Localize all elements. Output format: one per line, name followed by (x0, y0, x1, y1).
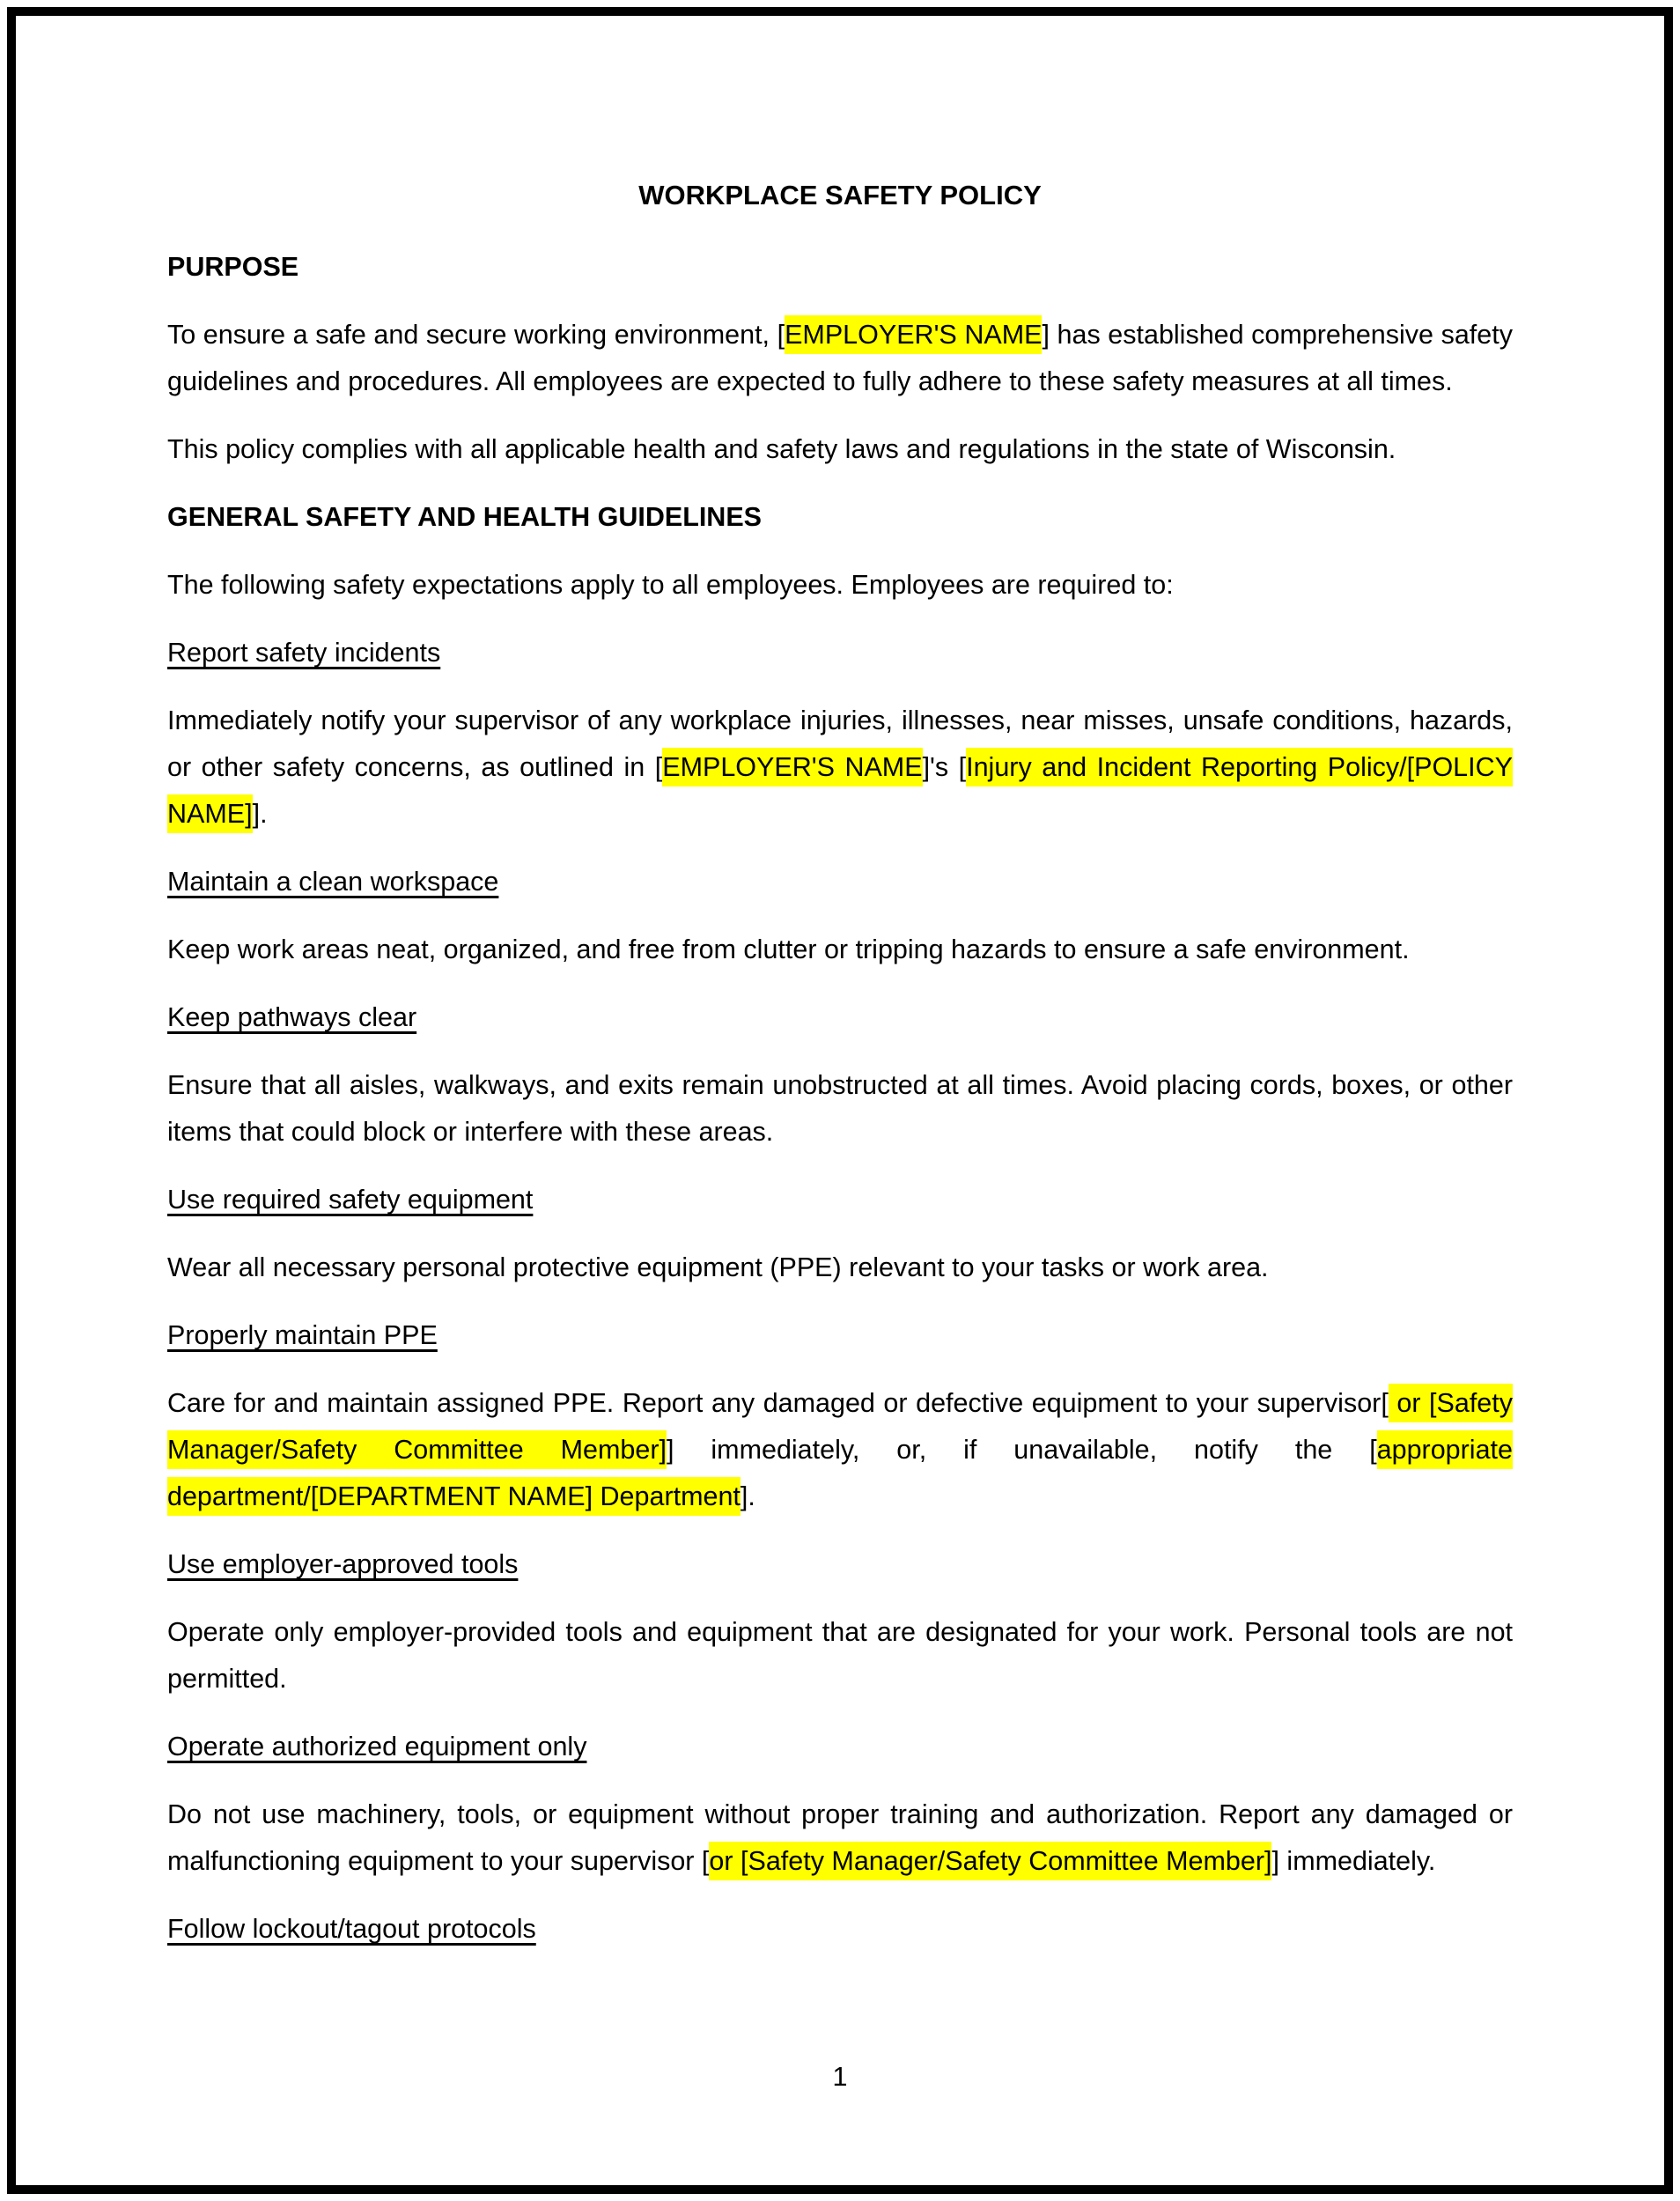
text-run: ]'s [ (922, 752, 967, 782)
text-run: This policy complies with all applicable health and safety laws and regulations in the state of Wisconsin. (167, 434, 1396, 464)
text-run: ]. (740, 1481, 755, 1511)
document-blocks (167, 244, 1513, 1953)
paragraph (167, 1791, 1513, 1885)
paragraph (167, 1062, 1513, 1156)
text-run: The following safety expectations apply to all employees. Employees are required to: (167, 570, 1174, 600)
highlighted-placeholder: or [Safety Manager/Safety Committee Member] (167, 1384, 1513, 1469)
section-heading: PURPOSE (167, 252, 299, 282)
page-number: 1 (832, 2062, 848, 2092)
text-run: Immediately notify your supervisor of any workplace injuries, illnesses, near misses, unsafe conditions, hazards, or other safety concerns, as outlined in [ (167, 705, 1513, 782)
highlighted-placeholder: or [Safety Manager/Safety Committee Member] (709, 1842, 1271, 1880)
subsection-heading: Operate authorized equipment only (167, 1732, 587, 1762)
paragraph (167, 312, 1513, 405)
paragraph (167, 1609, 1513, 1702)
text-run: Wear all necessary personal protective equipment (PPE) relevant to your tasks or work area. (167, 1252, 1269, 1282)
highlighted-placeholder: Injury and Incident Reporting Policy/[POLICY NAME] (167, 748, 1513, 833)
text-run: ] has established comprehensive safety guidelines and procedures. All employees are expected to fully adhere to these safety measures at all times. (167, 320, 1513, 396)
text-run: Ensure that all aisles, walkways, and exits remain unobstructed at all times. Avoid placing cords, boxes, or other items that could block or interfere with these areas. (167, 1070, 1513, 1147)
paragraph (167, 426, 1513, 473)
subsection-heading: Keep pathways clear (167, 1002, 417, 1032)
subsection-heading: Maintain a clean workspace (167, 867, 499, 897)
paragraph (167, 927, 1513, 973)
subsection-heading: Properly maintain PPE (167, 1320, 438, 1350)
text-run: To ensure a safe and secure working environment, [ (167, 320, 785, 350)
paragraph (167, 562, 1513, 609)
document-title: WORKPLACE SAFETY POLICY (638, 180, 1042, 210)
subsection-heading: Follow lockout/tagout protocols (167, 1914, 536, 1944)
highlighted-placeholder: EMPLOYER'S NAME (785, 315, 1042, 354)
paragraph (167, 1380, 1513, 1520)
text-run: Operate only employer-provided tools and equipment that are designated for your work. Personal tools are not permitted. (167, 1617, 1513, 1694)
subsection-heading: Use required safety equipment (167, 1185, 534, 1215)
text-run: Do not use machinery, tools, or equipment without proper training and authorization. Report any damaged or malfunctioning equipment to your supervisor [ (167, 1799, 1513, 1876)
document-content (167, 172, 1513, 1974)
highlighted-placeholder: EMPLOYER'S NAME (662, 748, 922, 787)
text-run: Care for and maintain assigned PPE. Report any damaged or defective equipment to your supervisor[ (167, 1388, 1389, 1418)
highlighted-placeholder: appropriate department/[DEPARTMENT NAME] Department (167, 1430, 1513, 1516)
subsection-heading: Report safety incidents (167, 638, 441, 668)
text-run: ] immediately, or, if unavailable, notify the [ (666, 1435, 1377, 1465)
paragraph (167, 1245, 1513, 1291)
paragraph (167, 698, 1513, 838)
text-run: ]. (252, 799, 268, 829)
section-heading: GENERAL SAFETY AND HEALTH GUIDELINES (167, 502, 763, 532)
subsection-heading: Use employer-approved tools (167, 1549, 519, 1579)
text-run: Keep work areas neat, organized, and free from clutter or tripping hazards to ensure a safe environment. (167, 934, 1410, 964)
text-run: ] immediately. (1271, 1846, 1436, 1876)
